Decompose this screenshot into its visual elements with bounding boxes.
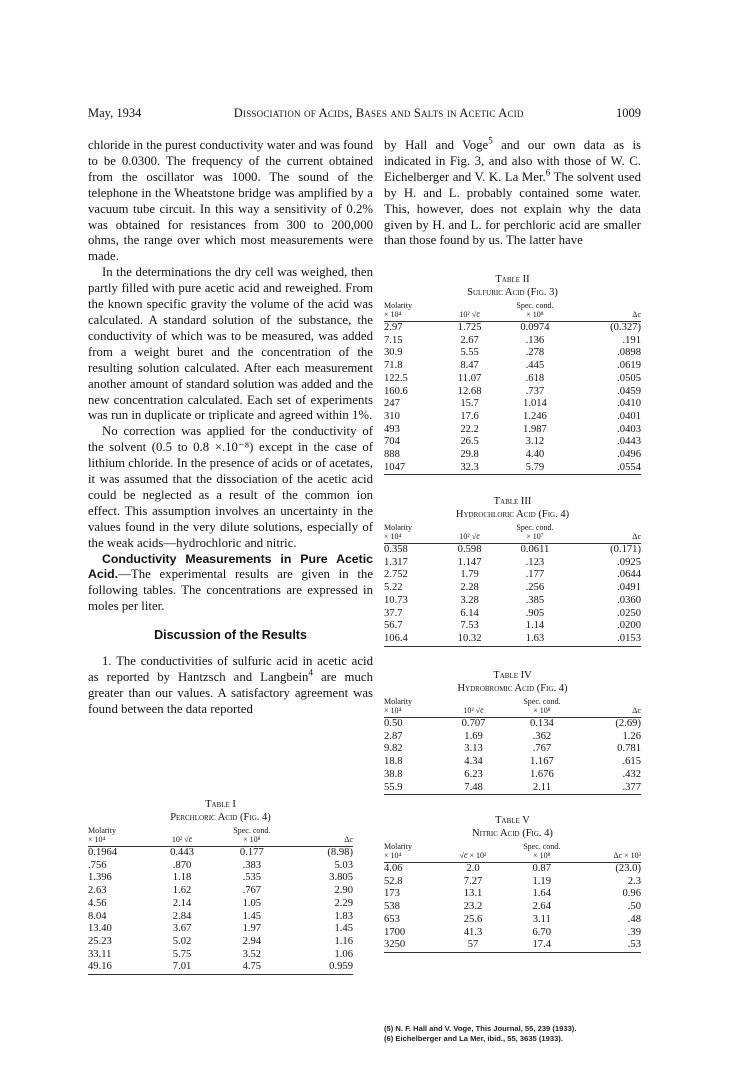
table-cell: 2.28 <box>460 582 479 594</box>
table-cell: 4.40 <box>525 449 545 461</box>
table-label: Table II <box>495 274 530 285</box>
table-cell: 6.70 <box>532 926 552 938</box>
table-row <box>384 373 641 386</box>
table-cell: .0153 <box>575 633 641 646</box>
table-row <box>88 872 353 885</box>
table-cell: .0496 <box>617 449 641 461</box>
table-cell: 26.5 <box>460 436 479 448</box>
table-cell: 25.6 <box>463 913 483 925</box>
table-cell: 38.8 <box>384 768 403 780</box>
table-cell: 13.40 <box>88 923 112 935</box>
table-cell: 2.3 <box>627 875 641 887</box>
header-date: May, 1934 <box>88 106 142 120</box>
table-cell: .362 <box>532 730 552 742</box>
column-header: Molarity × 10⁴ <box>384 523 444 544</box>
table-cell: 22.2 <box>460 423 479 435</box>
table-cell: .0505 <box>617 372 641 384</box>
table-cell: 106.4 <box>384 633 444 646</box>
table-cell: (2.69) <box>615 718 641 729</box>
table-cell: .535 <box>242 872 262 884</box>
table-cell: 3.12 <box>525 436 545 448</box>
table-cell: 41.3 <box>463 926 483 938</box>
table-cell: 0.443 <box>170 847 194 858</box>
paragraph-text: and our own data as is indicated in Fig. 3, and also with those of W. C. Eichelberger and V. K. La Mer. <box>384 138 641 184</box>
table-cell: .905 <box>525 607 545 619</box>
table-cell: 3.28 <box>460 594 479 606</box>
table-cell: 1.45 <box>334 923 353 935</box>
table-row <box>384 569 641 582</box>
table-cell: .0410 <box>617 398 641 410</box>
column-header: Δc <box>584 697 641 718</box>
table-caption: Hydrobromic Acid (Fig. 4) <box>457 683 568 694</box>
table-cell: (23.0) <box>615 863 641 874</box>
header-title: Dissociation of Acids, Bases and Salts in Acetic Acid <box>233 106 524 120</box>
table-row <box>384 782 641 795</box>
column-header: 10² √c̄ <box>447 697 500 718</box>
table-row <box>88 936 353 949</box>
table-cell: 57 <box>444 939 502 952</box>
table-cell: .50 <box>627 901 641 913</box>
table-cell: 0.0974 <box>520 322 550 333</box>
table-hydrochloric-acid <box>384 495 641 647</box>
table-cell: 0.134 <box>529 718 554 729</box>
table-row <box>384 718 641 731</box>
table-cell: 37.7 <box>384 607 403 619</box>
table-cell: 1.16 <box>334 935 353 947</box>
table-row <box>384 863 641 876</box>
table-cell: 1.725 <box>457 322 482 333</box>
table-cell: 7.27 <box>463 875 483 887</box>
table-cell: 2.90 <box>334 885 353 897</box>
table-cell: 3.67 <box>172 923 192 935</box>
table-row <box>384 914 641 927</box>
reference-mark: 6 <box>545 167 551 178</box>
table-cell: 493 <box>384 423 400 435</box>
table-cell: 1.317 <box>384 556 408 568</box>
table-cell: 13.1 <box>463 888 483 900</box>
table-cell: 4.75 <box>209 961 294 974</box>
table-cell: 1.45 <box>242 910 262 922</box>
column-header: Spec. cond. × 10⁸ <box>500 697 583 718</box>
table-cell: 5.03 <box>334 859 353 871</box>
table-label: Table III <box>493 496 532 507</box>
table-label: Table IV <box>493 670 532 681</box>
table-cell: 71.8 <box>384 360 403 372</box>
table-cell: 1.69 <box>464 730 483 742</box>
table-row <box>88 949 353 962</box>
table-row <box>384 608 641 621</box>
table-cell: 1700 <box>384 926 406 938</box>
table-row <box>88 911 353 924</box>
paragraph-text: —The experimental results are given in the following tables. The concentrations are expressed in moles per liter. <box>88 567 373 614</box>
table-row <box>384 424 641 437</box>
table-cell: 310 <box>384 410 400 422</box>
table-cell: 2.29 <box>334 897 353 909</box>
column-header: Molarity × 10⁴ <box>88 826 155 847</box>
table-cell: .383 <box>242 859 262 871</box>
column-header: Δc × 10³ <box>582 842 641 863</box>
table-cell: 0.959 <box>294 961 353 974</box>
table-cell: 4.06 <box>384 863 403 874</box>
table-cell: 8.47 <box>460 360 479 372</box>
table-cell: 2.63 <box>88 885 107 897</box>
table-cell: .767 <box>242 885 262 897</box>
paragraph-text: are much greater than our values. A satisfactory agreement was found between the data reported <box>88 670 373 716</box>
column-header: Δc <box>294 826 353 847</box>
table-cell: .432 <box>622 768 641 780</box>
table-row <box>384 436 641 449</box>
table-cell: 1.97 <box>242 923 262 935</box>
table-row <box>384 557 641 570</box>
table-row <box>384 756 641 769</box>
table-cell: .0925 <box>617 556 641 568</box>
footnote: (5) N. F. Hall and V. Voge, This Journal, 55, 239 (1933). <box>384 1024 577 1033</box>
run-in-heading: Conductivity Measurements in Pure Acetic Acid. <box>88 551 373 582</box>
table-cell: 10.73 <box>384 594 408 606</box>
table-row <box>88 860 353 873</box>
left-column <box>88 138 373 718</box>
table-cell: (8.98) <box>327 847 353 858</box>
table-cell: 2.14 <box>172 897 192 909</box>
table-cell: 29.8 <box>460 449 479 461</box>
table-cell: 5.02 <box>172 935 192 947</box>
table-row <box>384 620 641 633</box>
table-cell: .0443 <box>617 436 641 448</box>
table-row <box>384 927 641 940</box>
table-cell: .0200 <box>617 620 641 632</box>
column-header: Molarity × 10⁴ <box>384 697 447 718</box>
paragraph-text: by Hall and Voge <box>384 138 489 152</box>
table-row <box>384 347 641 360</box>
table-cell: 0.87 <box>532 863 552 874</box>
column-header: Molarity × 10⁴ <box>384 301 444 322</box>
table-cell: 2.67 <box>460 334 479 346</box>
table-cell: 1047 <box>384 462 444 475</box>
table-cell: 0.1964 <box>88 847 118 858</box>
table-cell: 7.53 <box>460 620 479 632</box>
table-cell: 3.13 <box>464 743 483 755</box>
table-cell: 7.01 <box>155 961 210 974</box>
column-header: Spec. cond. × 10⁷ <box>495 523 575 544</box>
table-cell: 0.0611 <box>520 544 550 555</box>
table-cell: 888 <box>384 449 400 461</box>
table-row <box>384 939 641 952</box>
paragraph <box>88 654 373 718</box>
table-row <box>384 876 641 889</box>
table-row <box>88 961 353 974</box>
table-cell: .256 <box>525 582 545 594</box>
table-cell: 2.84 <box>172 910 192 922</box>
table-cell: 15.7 <box>460 398 479 410</box>
table-cell: 1.63 <box>495 633 575 646</box>
table-cell: .0554 <box>575 462 641 475</box>
page-number: 1009 <box>615 106 641 120</box>
table-row <box>384 335 641 348</box>
table-cell: 10.32 <box>444 633 495 646</box>
data-table <box>384 842 641 953</box>
table-cell: .618 <box>525 372 545 384</box>
data-table <box>88 826 353 975</box>
table-cell: 4.34 <box>464 756 483 768</box>
section-heading: Discussion of the Results <box>154 628 307 643</box>
table-row <box>384 901 641 914</box>
table-cell: 1.246 <box>523 410 547 422</box>
table-cell: 25.23 <box>88 935 112 947</box>
column-header: 10² √c̄ <box>444 301 495 322</box>
reference-mark: 4 <box>308 667 313 678</box>
data-table <box>384 697 641 795</box>
table-cell: .53 <box>582 939 641 952</box>
table-cell: .136 <box>525 334 545 346</box>
table-cell: 0.177 <box>239 847 264 858</box>
table-cell: 1.014 <box>523 398 547 410</box>
table-cell: 9.82 <box>384 743 403 755</box>
table-cell: 5.79 <box>495 462 575 475</box>
table-cell: 1.62 <box>172 885 192 897</box>
column-header: Δc <box>575 523 641 544</box>
table-row <box>384 398 641 411</box>
table-row <box>384 743 641 756</box>
paragraph: No correction was applied for the conductivity of the solvent (0.5 to 0.8 ×.10⁻⁸) except in the case of lithium chloride. In the presence of acids or of acetates, it was assumed that the dissociation of the acetic acid could be neglected as a result of the common ion effect. This assumption involves an uncertainty in the values found in the very dilute solutions, especially of the weak acids—hydrochloric and nitric. <box>88 424 373 550</box>
table-cell: 5.55 <box>460 347 479 359</box>
table-cell: 11.07 <box>457 372 482 384</box>
table-cell: 1.06 <box>334 948 353 960</box>
table-caption: Sulfuric Acid (Fig. 3) <box>467 287 558 298</box>
table-cell: 0.598 <box>457 544 482 555</box>
table-cell: 1.18 <box>172 872 192 884</box>
table-cell: 2.752 <box>384 569 408 581</box>
table-cell: .0491 <box>617 582 641 594</box>
data-table <box>384 523 641 647</box>
table-cell: 2.64 <box>532 901 552 913</box>
table-cell: 1.79 <box>460 569 479 581</box>
table-cell: 2.0 <box>466 863 480 874</box>
table-cell: 32.3 <box>444 462 495 475</box>
table-cell: 2.94 <box>242 935 262 947</box>
table-cell: 6.23 <box>464 768 483 780</box>
table-row <box>384 582 641 595</box>
table-cell: 1.19 <box>532 875 552 887</box>
table-cell: 1.167 <box>529 756 554 768</box>
table-cell: 18.8 <box>384 756 403 768</box>
table-caption: Perchloric Acid (Fig. 4) <box>170 812 271 823</box>
table-cell: .737 <box>525 385 545 397</box>
table-cell: 0.707 <box>461 718 486 729</box>
table-row <box>384 360 641 373</box>
table-cell: .0898 <box>617 347 641 359</box>
table-cell: 1.987 <box>523 423 547 435</box>
column-header: Molarity × 10⁴ <box>384 842 444 863</box>
table-row <box>384 411 641 424</box>
table-label: Table I <box>205 799 236 810</box>
table-cell: 17.6 <box>460 410 479 422</box>
column-header: √c̄ × 10² <box>444 842 502 863</box>
footnote: (6) Eichelberger and La Mer, ibid., 55, 3635 (1933). <box>384 1034 563 1043</box>
table-cell: 5.75 <box>172 948 192 960</box>
table-hydrobromic-acid <box>384 669 641 795</box>
table-cell: .756 <box>88 859 107 871</box>
table-row <box>384 731 641 744</box>
table-cell: 0.96 <box>622 888 641 900</box>
table-cell: 30.9 <box>384 347 403 359</box>
table-cell: 55.9 <box>384 782 447 795</box>
running-header <box>88 106 641 124</box>
table-row <box>88 847 353 860</box>
table-cell: .615 <box>622 756 641 768</box>
table-cell: 653 <box>384 913 400 925</box>
column-header: Spec. cond. × 10⁸ <box>495 301 575 322</box>
table-nitric-acid <box>384 814 641 953</box>
table-cell: 3.11 <box>532 913 551 925</box>
table-cell: 3.52 <box>242 948 262 960</box>
table-cell: 1.147 <box>457 556 482 568</box>
table-cell: 0.358 <box>384 544 408 555</box>
table-row <box>384 888 641 901</box>
table-cell: .870 <box>172 859 192 871</box>
column-header: Spec. cond. × 10⁸ <box>209 826 294 847</box>
paragraph <box>88 552 373 616</box>
table-cell: 160.6 <box>384 385 408 397</box>
table-row <box>384 769 641 782</box>
footnotes <box>384 1024 664 1044</box>
column-header: Δc <box>575 301 641 322</box>
table-caption: Hydrochloric Acid (Fig. 4) <box>455 509 570 520</box>
table-cell: 7.15 <box>384 334 403 346</box>
paragraph-text: The solvent used by H. and L. probably contained some water. This, however, does not explain why the data given by H. and L. for perchloric acid are smaller than those found by us. The latter have <box>384 169 642 248</box>
table-cell: .0250 <box>617 607 641 619</box>
table-cell: 3250 <box>384 939 444 952</box>
table-cell: 1.83 <box>334 910 353 922</box>
paragraph: In the determinations the dry cell was weighed, then partly filled with pure acetic acid and reweighed. From the known specific gravity the volume of the acid was calculated. A standard solution of the substance, the conductivity of which was to be measured, was added from a weight buret and the concentration of the resulting solution calculated. After each measurement another amount of standard solution was added and the new concentration calculated. Each set of experiments was run in duplicate or triplicate and agreed within 1%. <box>88 265 373 423</box>
table-cell: .191 <box>622 334 641 346</box>
table-cell: 2.87 <box>384 730 403 742</box>
table-row <box>384 462 641 475</box>
table-cell: .385 <box>525 594 545 606</box>
table-cell: 1.396 <box>88 872 112 884</box>
table-row <box>384 633 641 646</box>
table-cell: .0360 <box>617 594 641 606</box>
table-cell: .377 <box>584 782 641 795</box>
table-cell: 33.11 <box>88 948 112 960</box>
right-column <box>384 135 642 249</box>
paragraph: chloride in the purest conductivity water and was found to be 0.0300. The frequency of the current obtained from the oscillator was 1000. The sound of the telephone in the Wheatstone bridge was amplified by a vacuum tube circuit. In this way a sensitivity of 0.2% was obtained for resistances from 300 to 200,000 ohms, the range over which most measurements were made. <box>88 138 374 264</box>
table-row <box>384 386 641 399</box>
table-cell: 52.8 <box>384 875 403 887</box>
data-table <box>384 301 641 475</box>
table-row <box>88 885 353 898</box>
table-cell: (0.327) <box>610 322 641 333</box>
table-cell: 0.781 <box>617 743 641 755</box>
table-cell: 56.7 <box>384 620 403 632</box>
table-cell: 7.48 <box>447 782 500 795</box>
paragraph <box>384 135 642 249</box>
table-cell: 247 <box>384 398 400 410</box>
table-cell: 0.50 <box>384 718 403 729</box>
table-cell: 122.5 <box>384 372 408 384</box>
table-row <box>88 923 353 936</box>
table-cell: (0.171) <box>610 544 641 555</box>
table-cell: 8.04 <box>88 910 107 922</box>
table-caption: Nitric Acid (Fig. 4) <box>472 828 553 839</box>
column-header: 10² √c̄ <box>155 826 210 847</box>
table-cell: 12.68 <box>457 385 482 397</box>
table-cell: 1.676 <box>529 768 554 780</box>
table-cell: 4.56 <box>88 897 107 909</box>
table-cell: 6.14 <box>460 607 479 619</box>
table-cell: 5.22 <box>384 582 403 594</box>
table-perchloric-acid <box>88 798 353 975</box>
table-cell: .0401 <box>617 410 641 422</box>
table-cell: 2.97 <box>384 322 403 333</box>
table-cell: 173 <box>384 888 400 900</box>
reference-mark: 5 <box>488 135 493 146</box>
table-cell: .445 <box>525 360 545 372</box>
table-cell: .0459 <box>617 385 641 397</box>
table-cell: 1.14 <box>525 620 545 632</box>
paragraph-text: 1. The conductivities of sulfuric acid in acetic acid as reported by Hantzsch and Langbein <box>88 654 373 684</box>
column-header: 10² √c̄ <box>444 523 495 544</box>
table-cell: 1.64 <box>532 888 552 900</box>
table-cell: 704 <box>384 436 400 448</box>
column-header: Spec. cond. × 10⁸ <box>502 842 582 863</box>
table-row <box>384 544 641 557</box>
table-cell: .39 <box>627 926 641 938</box>
table-cell: 538 <box>384 901 400 913</box>
table-label: Table V <box>495 815 530 826</box>
table-cell: .48 <box>627 913 641 925</box>
table-cell: 2.11 <box>500 782 583 795</box>
table-cell: 1.05 <box>242 897 262 909</box>
table-cell: .0619 <box>617 360 641 372</box>
table-cell: 1.26 <box>622 730 641 742</box>
table-row <box>384 449 641 462</box>
table-row <box>384 322 641 335</box>
table-cell: .278 <box>525 347 545 359</box>
table-row <box>384 595 641 608</box>
table-cell: .0403 <box>617 423 641 435</box>
table-cell: 17.4 <box>502 939 582 952</box>
table-cell: 49.16 <box>88 961 155 974</box>
table-cell: .767 <box>532 743 552 755</box>
table-cell: 3.805 <box>329 872 353 884</box>
table-cell: .123 <box>525 556 545 568</box>
table-cell: .0644 <box>617 569 641 581</box>
table-row <box>88 898 353 911</box>
table-sulfuric-acid <box>384 273 641 475</box>
table-cell: .177 <box>525 569 545 581</box>
table-cell: 23.2 <box>463 901 483 913</box>
